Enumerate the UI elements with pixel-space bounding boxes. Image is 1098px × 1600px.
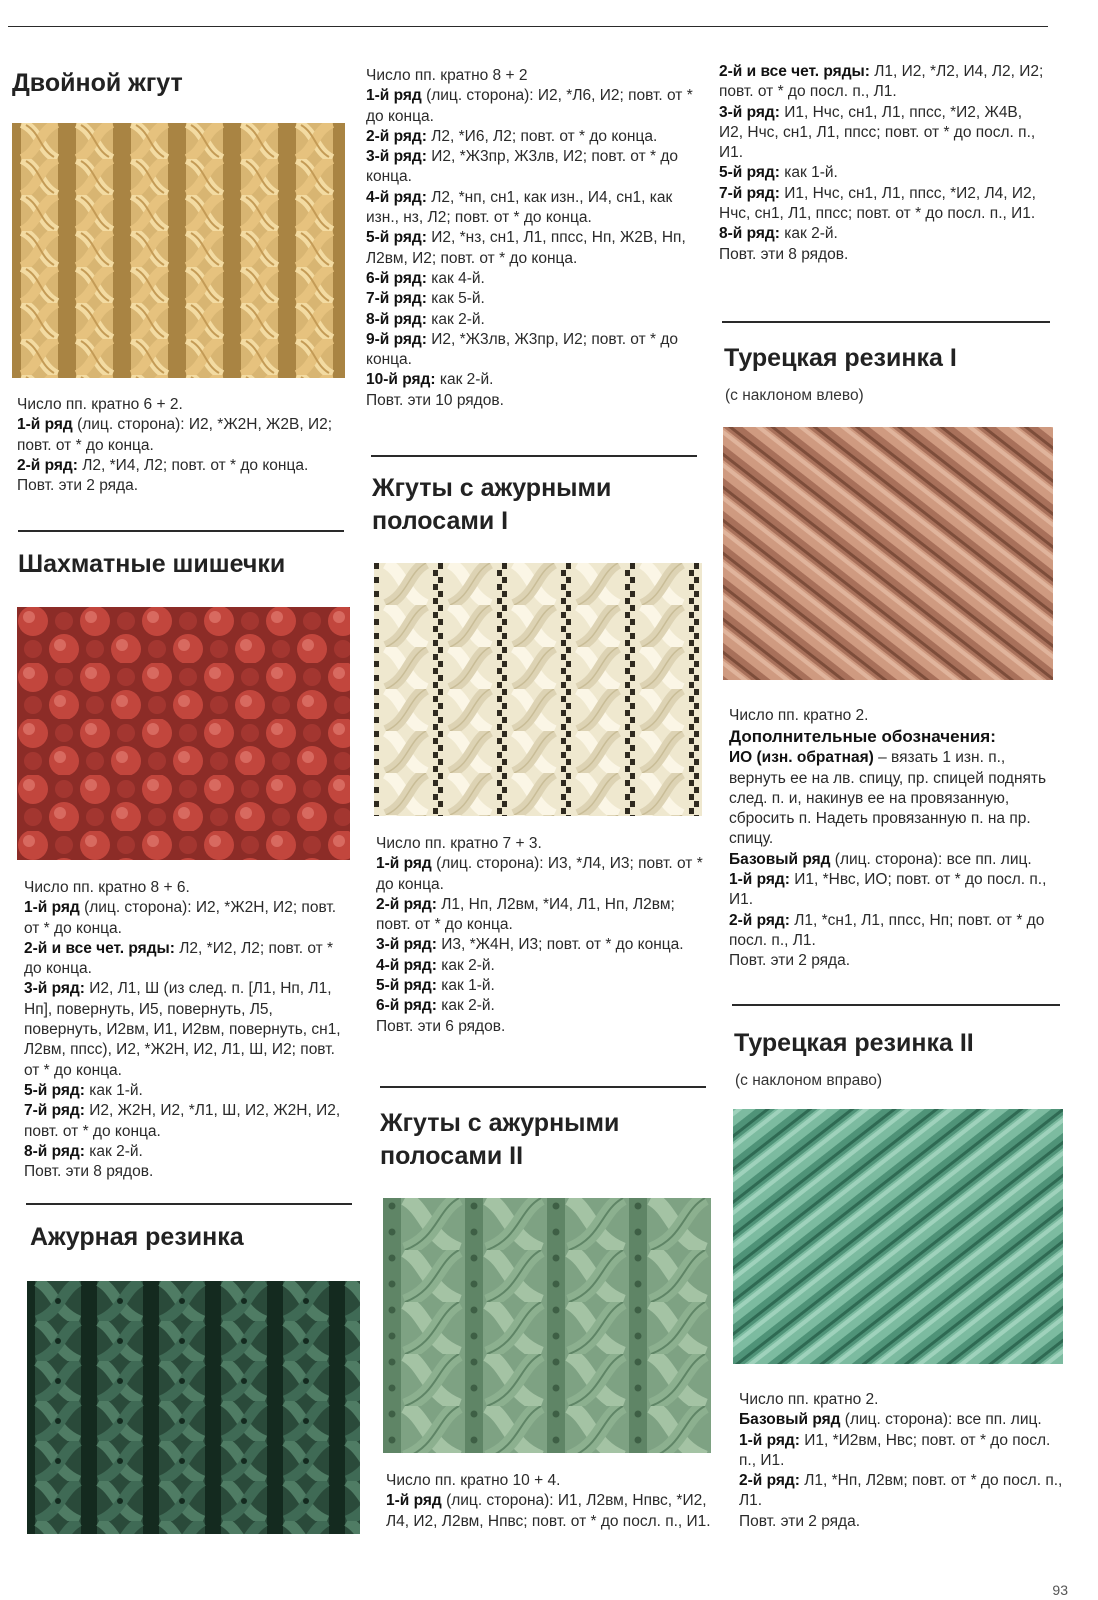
instruction-line: 8-й ряд: как 2-й. [24, 1142, 143, 1160]
instruction-line: Число пп. кратно 7 + 3. [376, 835, 542, 852]
instruction-line: 7-й ряд: И1, Нчс, сн1, Л1, ппсс, *И2, Л4, И2, Нчс, сн1, Л1, ппсс; повт. от * до посл. п., И1. [719, 184, 1036, 223]
instruction-line: Базовый ряд (лиц. сторона): все пп. лиц. [729, 850, 1032, 868]
instructions-double-cable [17, 395, 347, 496]
divider [18, 530, 344, 532]
instruction-line: 1-й ряд (лиц. сторона): И3, *Л4, И3; повт. от * до конца. [376, 855, 703, 893]
instructions-col2-top [366, 66, 696, 411]
swatch-photo-cables-openwork-1 [374, 563, 702, 816]
divider [732, 1004, 1060, 1006]
instruction-line: 10-й ряд: как 2-й. [366, 371, 494, 389]
instruction-line: 5-й ряд: как 1-й. [24, 1081, 143, 1099]
instruction-line: 1-й ряд: И1, *Нвс, ИО; повт. от * до посл. п., И1. [729, 871, 1047, 909]
instruction-line: 3-й ряд: И2, Л1, Ш (из след. п. [Л1, Нп, Л1, Нп], повернуть, И5, повернуть, Л5, повернуть, И2вм, И1, И2вм, повернуть, сн1, Л2вм, ппсс), И2, *Ж2Н, И2, Л1, Ш, И2; повт. от * до конца. [24, 980, 341, 1079]
title-line: Жгуты с ажурными [380, 1109, 620, 1137]
instruction-line: Число пп. кратно 6 + 2. [17, 396, 183, 413]
divider [371, 455, 697, 457]
instruction-line: 2-й ряд: Л1, *сн1, Л1, ппсс, Нп; повт. от * до посл. п., Л1. [729, 911, 1045, 949]
instruction-line: 2-й и все чет. ряды: Л1, И2, *Л2, И4, Л2, И2; повт. от * до посл. п., Л1. [719, 63, 1044, 101]
instruction-line: ИО (изн. обратная) – вязать 1 изн. п., вернуть ее на лв. спицу, пр. спицей поднять след. п. и, накинув ее на провязанную, сбросить п. Надеть провязанную п. на пр. спицу. [729, 749, 1047, 848]
instruction-line: 3-й ряд: И2, *Ж3пр, Ж3лв, И2; повт. от * до конца. [366, 148, 678, 186]
instruction-line: 9-й ряд: И2, *Ж3лв, Ж3пр, И2; повт. от * до конца. [366, 330, 678, 369]
instruction-line: 1-й ряд: И1, *И2вм, Нвс; повт. от * до посл. п., И1. [739, 1431, 1051, 1469]
instructions-turkish-rib-2 [739, 1390, 1067, 1532]
instruction-line: 5-й ряд: И2, *нз, сн1, Л1, ппсс, Нп, Ж2В, Нп, Л2вм, И2; повт. от * до конца. [366, 229, 686, 267]
section-title-turkish-rib-2: Турецкая резинка II [734, 1029, 974, 1057]
instruction-line: Число пп. кратно 8 + 2 [366, 67, 528, 84]
instructions-cables-openwork-1 [376, 834, 704, 1037]
section-title-double-cable: Двойной жгут [12, 69, 183, 97]
instruction-line: 8-й ряд: как 2-й. [719, 225, 838, 243]
instruction-line: Повт. эти 2 ряда. [729, 952, 851, 970]
swatch-photo-openwork-rib [27, 1281, 360, 1534]
instruction-line: 7-й ряд: как 5-й. [366, 290, 485, 308]
instructions-turkish-rib-1 [729, 706, 1057, 972]
section-title-cables-openwork-2 [380, 1107, 619, 1173]
section-subtitle-turkish-rib-2: (с наклоном вправо) [735, 1072, 883, 1089]
section-title-chess-bobbles: Шахматные шишечки [18, 550, 286, 578]
title-line: Жгуты с ажурными [372, 474, 612, 502]
instruction-line: Число пп. кратно 8 + 6. [24, 879, 190, 896]
instruction-line: Число пп. кратно 2. [729, 707, 869, 724]
instructions-cables-openwork-2 [386, 1471, 716, 1532]
swatch-photo-double-cable [12, 123, 345, 378]
swatch-photo-cables-openwork-2 [383, 1198, 711, 1453]
instruction-line: 1-й ряд (лиц. сторона): И1, Л2вм, Нпвс, *И2, Л4, И2, Л2вм, Нпвс; повт. от * до посл. п., И1. [386, 1492, 711, 1530]
instruction-line: 4-й ряд: Л2, *нп, сн1, как изн., И4, сн1, как изн., нз, Л2; повт. от * до конца. [366, 188, 673, 227]
instruction-line: 1-й ряд (лиц. сторона): И2, *Л6, И2; повт. от * до конца. [366, 87, 693, 125]
section-subtitle-turkish-rib-1: (с наклоном влево) [725, 387, 864, 404]
divider [26, 1203, 352, 1205]
instruction-line: 2-й и все чет. ряды: Л2, *И2, Л2; повт. от * до конца. [24, 939, 334, 978]
instruction-line: Число пп. кратно 10 + 4. [386, 1472, 561, 1489]
instruction-line: 5-й ряд: как 1-й. [376, 977, 495, 995]
section-title-openwork-rib: Ажурная резинка [30, 1223, 244, 1251]
instructions-chess-bobbles [24, 878, 350, 1182]
instruction-line: 4-й ряд: как 2-й. [376, 956, 495, 974]
page-number: 93 [1052, 1582, 1068, 1598]
divider [380, 1086, 706, 1088]
instruction-line: Число пп. кратно 2. [739, 1391, 879, 1408]
swatch-photo-turkish-rib-2 [733, 1109, 1063, 1364]
instruction-line: Повт. эти 2 ряда. [17, 477, 139, 495]
instruction-line: 6-й ряд: как 2-й. [376, 997, 495, 1015]
section-title-turkish-rib-1: Турецкая резинка I [724, 344, 957, 372]
instruction-line: 3-й ряд: И3, *Ж4Н, И3; повт. от * до конца. [376, 936, 684, 954]
instruction-line: Повт. эти 8 рядов. [719, 245, 849, 263]
instruction-line: Повт. эти 10 рядов. [366, 391, 504, 409]
instruction-line: 8-й ряд: как 2-й. [366, 310, 485, 328]
instruction-line: 5-й ряд: как 1-й. [719, 164, 838, 182]
top-rule [8, 26, 1048, 27]
instruction-line: 6-й ряд: как 4-й. [366, 269, 485, 287]
instruction-line: 7-й ряд: И2, Ж2Н, И2, *Л1, Ш, И2, Ж2Н, И2, повт. от * до конца. [24, 1102, 341, 1140]
swatch-photo-turkish-rib-1 [723, 427, 1053, 680]
instruction-line: 2-й ряд: Л2, *И6, Л2; повт. от * до конца. [366, 127, 658, 145]
instruction-line: Базовый ряд (лиц. сторона): все пп. лиц. [739, 1411, 1042, 1429]
divider [722, 321, 1050, 323]
instructions-col3-top [719, 62, 1049, 265]
instruction-line: 1-й ряд (лиц. сторона): И2, *Ж2Н, Ж2В, И2; повт. от * до конца. [17, 416, 333, 454]
instruction-line: Повт. эти 2 ряда. [739, 1512, 861, 1530]
instruction-line: Повт. эти 6 рядов. [376, 1017, 506, 1035]
instruction-line: 2-й ряд: Л1, Нп, Л2вм, *И4, Л1, Нп, Л2вм; повт. от * до конца. [376, 895, 675, 934]
title-line: полосами II [380, 1142, 524, 1170]
instruction-line: 3-й ряд: И1, Нчс, сн1, Л1, ппсс, *И2, Ж4В, И2, Нчс, сн1, Л1, ппсс; повт. от * до посл. п., И1. [719, 103, 1036, 162]
instruction-line: Повт. эти 8 рядов. [24, 1163, 154, 1181]
title-line: полосами I [372, 507, 509, 535]
swatch-photo-chess-bobbles [17, 607, 350, 860]
instruction-heading: Дополнительные обозначения: [729, 727, 996, 747]
instruction-line: 2-й ряд: Л1, *Нп, Л2вм; повт. от * до посл. п., Л1. [739, 1472, 1063, 1510]
instruction-line: 2-й ряд: Л2, *И4, Л2; повт. от * до конца. [17, 456, 309, 474]
section-title-cables-openwork-1 [372, 472, 611, 538]
instruction-line: 1-й ряд (лиц. сторона): И2, *Ж2Н, И2; повт. от * до конца. [24, 899, 337, 937]
